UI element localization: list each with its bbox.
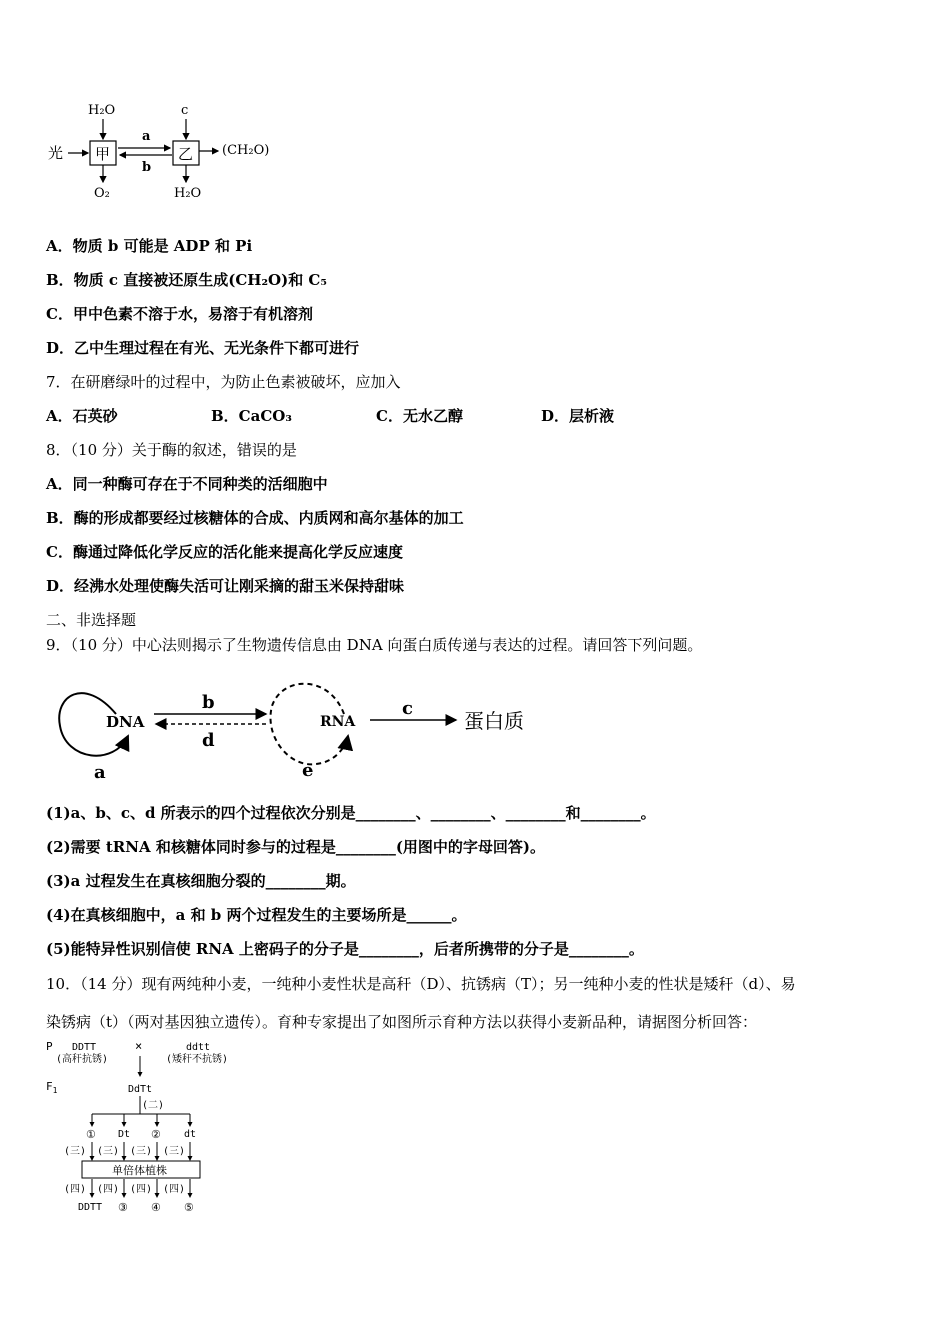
q7-stem: 7．在研磨绿叶的过程中，为防止色素被破坏，应加入 <box>46 373 401 391</box>
q6-option-d: D．乙中生理过程在有光、无光条件下都可进行 <box>46 339 360 357</box>
result-4: ④ <box>151 1201 161 1214</box>
q7-option-b: B．CaCO₃ <box>211 407 292 425</box>
light-label: 光 <box>48 144 64 162</box>
q7-option-d: D．层析液 <box>541 407 615 425</box>
q10-stem-line2: 染锈病（t）（两对基因独立遗传）。育种专家提出了如图所示育种方法以获得小麦新品种，请据图分析回答： <box>46 1013 758 1031</box>
q9-part-4: (4)在真核细胞中，a 和 b 两个过程发生的主要场所是______。 <box>46 906 467 924</box>
rna-label: RNA <box>320 714 356 730</box>
q9-part-2: (2)需要 tRNA 和核糖体同时参与的过程是________(用图中的字母回答)。 <box>46 838 546 856</box>
q8-stem: 8．（10 分）关于酶的叙述，错误的是 <box>46 441 297 459</box>
gamete-2: ② <box>151 1128 161 1141</box>
result-5: ⑤ <box>184 1201 194 1214</box>
step4-label-1: (四) <box>64 1184 87 1195</box>
q6-option-a: A．物质 b 可能是 ADP 和 Pi <box>46 237 253 255</box>
q6-option-b: B．物质 c 直接被还原生成(CH₂O)和 C₅ <box>46 271 327 289</box>
process-a-label: a <box>94 762 106 783</box>
step3-label-3: (三) <box>130 1146 153 1157</box>
step2-label: (二) <box>142 1100 165 1111</box>
section-title: 二、非选择题 <box>46 611 137 629</box>
f1-genotype: DdTt <box>128 1084 153 1095</box>
step3-label-1: (三) <box>64 1146 87 1157</box>
o2-label: O₂ <box>94 186 110 201</box>
ch2o-label: (CH₂O) <box>222 143 270 158</box>
h2o-top-label: H₂O <box>88 103 116 118</box>
step3-label-2: (三) <box>97 1146 120 1157</box>
arrow-b-label: b <box>142 160 152 175</box>
step4-label-3: (四) <box>130 1184 153 1195</box>
cross-sign: × <box>135 1039 143 1053</box>
breeding-diagram <box>44 1036 264 1216</box>
gamete-dt-lower: dt <box>184 1129 197 1140</box>
q9-part-3: (3)a 过程发生在真核细胞分裂的________期。 <box>46 872 356 890</box>
q9-stem: 9．（10 分）中心法则揭示了生物遗传信息由 DNA 向蛋白质传递与表达的过程。请回答下列问题。 <box>46 636 703 654</box>
h2o-bottom-label: H₂O <box>174 186 202 201</box>
parent1-genotype: DDTT <box>72 1042 97 1053</box>
q10-stem-line1: 10．（14 分）现有两纯种小麦，一纯种小麦性状是高秆（D）、抗锈病（T）；另一纯种小麦的性状是矮秆（d）、易 <box>46 975 796 993</box>
yi-label: 乙 <box>178 145 194 163</box>
result-3: ③ <box>118 1201 128 1214</box>
q8-option-a: A．同一种酶可存在于不同种类的活细胞中 <box>46 475 328 493</box>
q8-option-c: C．酶通过降低化学反应的活化能来提高化学反应速度 <box>46 543 403 561</box>
step4-label-4: (四) <box>163 1184 186 1195</box>
parent1-phenotype: (高秆抗锈) <box>56 1054 109 1065</box>
gamete-1: ① <box>86 1128 96 1141</box>
step3-label-4: (三) <box>163 1146 186 1157</box>
protein-label: 蛋白质 <box>464 709 524 733</box>
p-label: P <box>46 1040 53 1053</box>
q6-option-c: C．甲中色素不溶于水，易溶于有机溶剂 <box>46 305 313 323</box>
c-label: c <box>181 103 189 118</box>
f1-label: $F_1$ <box>46 1080 58 1095</box>
result-ddtt: DDTT <box>78 1202 103 1213</box>
photosynthesis-diagram <box>46 96 286 206</box>
q7-options <box>46 406 906 426</box>
dna-label: DNA <box>106 713 145 731</box>
q9-part-5: (5)能特异性识别信使 RNA 上密码子的分子是________，后者所携带的分子是________。 <box>46 940 644 958</box>
parent2-phenotype: (矮秆不抗锈) <box>166 1054 229 1065</box>
parent2-genotype: ddtt <box>186 1042 211 1053</box>
process-d-label: d <box>202 730 215 751</box>
process-c-label: c <box>402 698 413 719</box>
central-dogma-diagram <box>44 666 556 784</box>
jia-label: 甲 <box>95 145 111 163</box>
q7-option-a: A．石英砂 <box>46 407 118 425</box>
arrow-a-label: a <box>142 129 151 144</box>
process-e-label: e <box>302 760 314 781</box>
step4-label-2: (四) <box>97 1184 120 1195</box>
haploid-label: 单倍体植株 <box>112 1164 167 1177</box>
gamete-dt-upper: Dt <box>118 1129 131 1140</box>
q8-option-b: B．酶的形成都要经过核糖体的合成、内质网和高尔基体的加工 <box>46 509 464 527</box>
q8-option-d: D．经沸水处理使酶失活可让刚采摘的甜玉米保持甜味 <box>46 577 405 595</box>
q7-option-c: C．无水乙醇 <box>376 407 463 425</box>
q9-part-1: (1)a、b、c、d 所表示的四个过程依次分别是________、________、________和________。 <box>46 804 656 822</box>
process-b-label: b <box>202 692 215 713</box>
